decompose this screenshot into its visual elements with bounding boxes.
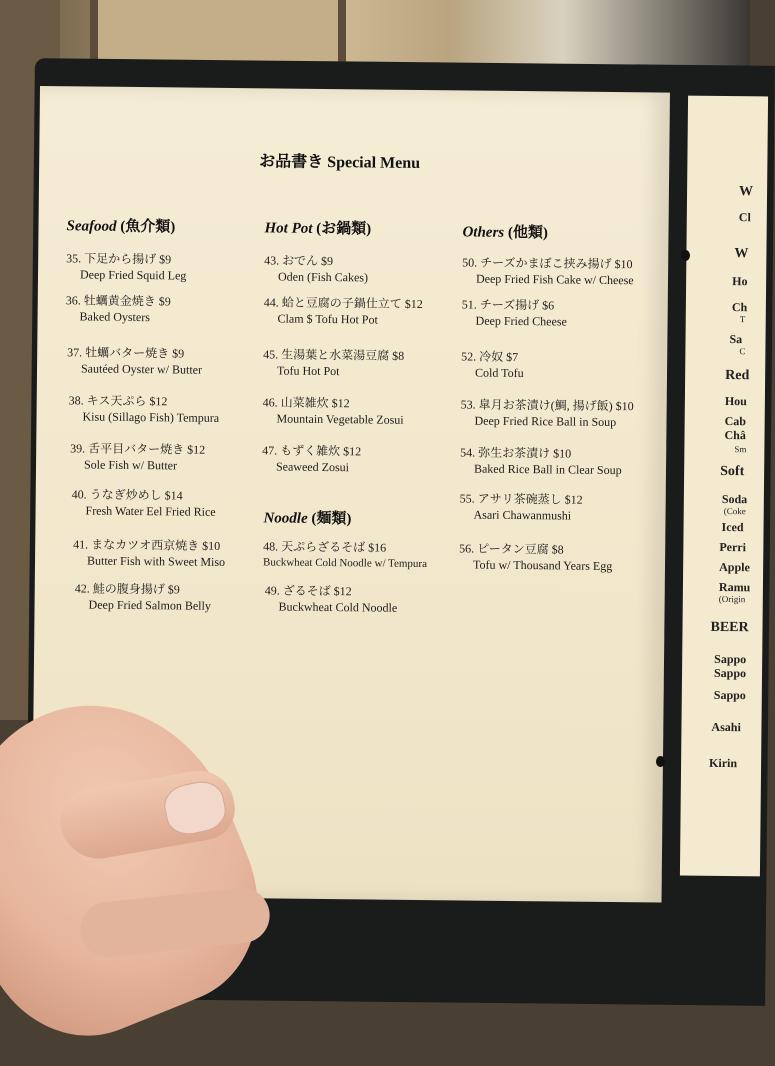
- menu-item: [66, 292, 171, 325]
- item-en: Deep Fried Fish Cake w/ Cheese: [475, 271, 634, 288]
- next-page-text: W: [734, 246, 749, 262]
- item-en: Oden (Fish Cakes): [277, 269, 369, 285]
- item-en: Cold Tofu: [474, 365, 524, 381]
- next-page-text: Kirin: [709, 755, 738, 771]
- next-page-text: Asahi: [711, 719, 741, 735]
- next-page-text: Perri: [719, 539, 747, 555]
- item-jp: 36. 牡蠣黄金焼き $9: [65, 293, 171, 309]
- next-page-text: Châ: [724, 428, 746, 443]
- item-jp: 37. 牡蠣バター焼き $9: [67, 345, 185, 361]
- item-en: Kisu (Sillago Fish) Tempura: [82, 409, 220, 425]
- item-jp: 43. おでん $9: [264, 253, 334, 269]
- item-jp: 35. 下足から揚げ $9: [66, 251, 172, 267]
- section-title-jp: (魚介類): [116, 218, 176, 236]
- item-jp: 44. 蛤と豆腐の子鍋仕立て $12: [263, 295, 423, 312]
- item-en: Sole Fish w/ Butter: [83, 457, 178, 473]
- menu-item: [462, 254, 634, 288]
- item-en: Deep Fried Squid Leg: [79, 267, 187, 283]
- menu-item: [461, 296, 567, 329]
- item-en: Clam $ Tofu Hot Pot: [277, 311, 378, 327]
- item-en: Deep Fried Salmon Belly: [88, 597, 211, 613]
- item-jp: 45. 生湯葉と水菜湯豆腐 $8: [263, 347, 405, 363]
- section-seafood: [66, 214, 175, 236]
- item-en: Baked Rice Ball in Clear Soup: [473, 461, 622, 478]
- item-en: Buckwheat Cold Noodle: [278, 599, 398, 615]
- menu-item: [73, 536, 225, 570]
- menu-item: [263, 294, 422, 328]
- item-jp: 54. 弥生お茶漬け $10: [460, 445, 572, 461]
- item-jp: 49. ざるそば $12: [264, 583, 352, 599]
- next-page-text: Sa: [729, 332, 743, 347]
- section-others: [462, 220, 548, 242]
- next-page-text: BEER: [710, 619, 749, 636]
- page-title: お品書き Special Menu: [259, 153, 421, 172]
- menu-item: [67, 344, 202, 377]
- binder-ring-hole: [656, 756, 665, 767]
- next-page-text: Ramu: [718, 579, 751, 595]
- menu-item: [71, 486, 215, 520]
- item-jp: 52. 冷奴 $7: [461, 349, 519, 365]
- next-page-text: Apple: [719, 559, 750, 575]
- menu-item: [461, 348, 524, 381]
- item-en: Deep Fried Rice Ball in Soup: [474, 413, 617, 430]
- section-title-en: Hot Pot: [264, 220, 313, 237]
- menu-item: [264, 252, 368, 285]
- menu-item: [66, 250, 187, 283]
- next-page-text: Soft: [720, 463, 745, 480]
- next-page-text: Ch: [731, 300, 748, 315]
- section-title-jp: (お鍋類): [312, 220, 372, 238]
- item-jp: 41. まなカツオ西京焼き $10: [73, 537, 221, 553]
- item-jp: 48. 天ぷらざるそば $16: [263, 539, 387, 555]
- item-jp: 53. 皐月お茶漬け(鯛, 揚げ飯) $10: [460, 397, 634, 414]
- item-jp: 50. チーズかまぼこ挟み揚げ $10: [462, 255, 633, 272]
- next-page-text: Hou: [724, 394, 747, 409]
- item-en: Sautéed Oyster w/ Butter: [80, 361, 203, 377]
- menu-item: [74, 580, 211, 613]
- item-en: Seaweed Zosui: [275, 459, 350, 475]
- next-page-text: T: [739, 314, 746, 325]
- item-jp: 51. チーズ揚げ $6: [461, 297, 555, 313]
- section-title-jp: (麺類): [307, 510, 352, 528]
- menu-item: [459, 490, 582, 523]
- section-hot-pot: [264, 216, 371, 238]
- menu-item: [262, 394, 403, 427]
- menu-item: [460, 444, 622, 478]
- next-page: [680, 96, 768, 877]
- next-page-text: (Origin: [718, 593, 746, 605]
- item-en: Deep Fried Cheese: [475, 313, 567, 329]
- item-en: Butter Fish with Sweet Miso: [86, 553, 226, 569]
- item-jp: 47. もずく雑炊 $12: [262, 443, 362, 459]
- next-page-text: Sappo: [714, 651, 747, 667]
- next-page-text: Iced: [721, 519, 744, 535]
- item-en: Tofu Hot Pot: [276, 363, 340, 379]
- next-page-text: Sappo: [713, 665, 747, 681]
- next-page-text: Cl: [738, 210, 751, 225]
- next-page-text: Soda: [721, 491, 748, 507]
- item-en: Asari Chawanmushi: [473, 507, 572, 523]
- item-en: Buckwheat Cold Noodle w/ Tempura: [262, 556, 428, 571]
- item-jp: 39. 舌平目バター焼き $12: [70, 441, 206, 457]
- section-title-en: Seafood: [66, 218, 117, 235]
- section-title-en: Noodle: [263, 510, 308, 527]
- menu-item: [262, 442, 361, 475]
- section-noodle: [263, 506, 351, 528]
- section-title-jp: (他類): [504, 224, 549, 242]
- menu-item: [263, 346, 404, 379]
- next-page-text: Sm: [734, 444, 747, 455]
- item-jp: 55. アサリ茶碗蒸し $12: [459, 491, 583, 507]
- menu-item: [460, 396, 633, 430]
- next-page-text: Sappo: [713, 687, 746, 703]
- menu-item: [264, 582, 397, 615]
- item-en: Tofu w/ Thousand Years Egg: [472, 557, 613, 574]
- binder-ring-hole: [681, 250, 690, 261]
- menu-item: [68, 392, 219, 426]
- item-jp: 56. ピータン豆腐 $8: [459, 541, 564, 557]
- section-title-en: Others: [462, 224, 505, 241]
- next-page-text: C: [739, 346, 746, 357]
- item-en: Baked Oysters: [79, 309, 150, 325]
- menu-item: [459, 540, 613, 574]
- menu-item: [263, 538, 427, 572]
- item-en: Mountain Vegetable Zosui: [276, 411, 404, 427]
- next-page-text: (Coke: [723, 505, 746, 517]
- item-jp: 42. 鮭の腹身揚げ $9: [74, 581, 180, 597]
- menu-item: [70, 440, 205, 473]
- item-jp: 40. うなぎ炒めし $14: [71, 487, 183, 503]
- next-page-text: Cab: [724, 414, 747, 429]
- item-en: Fresh Water Eel Fried Rice: [85, 503, 216, 519]
- item-jp: 38. キス天ぷら $12: [68, 393, 168, 409]
- item-jp: 46. 山菜雑炊 $12: [262, 395, 350, 411]
- next-page-text: Ho: [732, 274, 748, 289]
- next-page-text: W: [739, 184, 754, 200]
- next-page-text: Red: [725, 368, 750, 384]
